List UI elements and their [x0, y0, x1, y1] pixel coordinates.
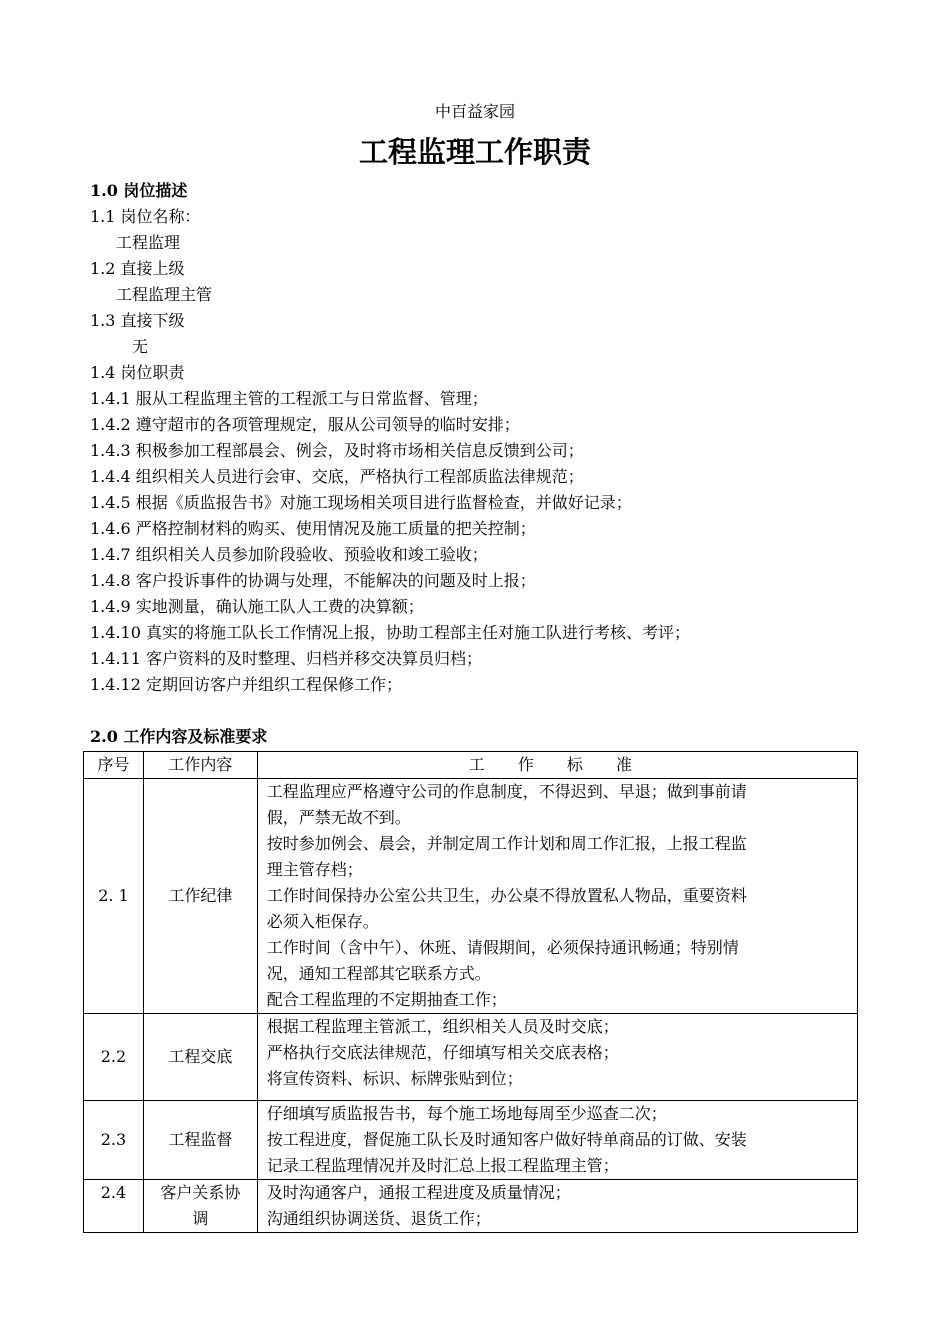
row-content — [143, 1180, 257, 1233]
header-content: 工作内容 — [143, 752, 257, 779]
standard-line: 按时参加例会、晨会，并制定周工作计划和周工作汇报，上报工程监 — [266, 834, 747, 853]
standard-line: 况，通知工程部其它联系方式。 — [266, 964, 491, 983]
duty-line: 1.4.11 客户资料的及时整理、归档并移交决算员归档； — [90, 649, 482, 668]
row-content-line: 客户关系协 — [160, 1183, 241, 1202]
standard-line: 假，严禁无故不到。 — [266, 808, 411, 827]
row-standard — [257, 1180, 857, 1233]
company-name: 中百益家园 — [434, 102, 515, 121]
standard-line: 沟通组织协调送货、退货工作； — [266, 1209, 491, 1228]
row-content: 工程监督 — [143, 1101, 257, 1180]
row-no: 2. 1 — [84, 779, 144, 1014]
row-content-line: 调 — [192, 1209, 209, 1228]
section-1-heading: 1.0 岗位描述 — [90, 181, 188, 200]
text-line: 1.2 直接上级 — [90, 259, 185, 278]
duty-line: 1.4.10 真实的将施工队长工作情况上报，协助工程部主任对施工队进行考核、考评； — [90, 623, 690, 642]
row-no: 2.3 — [84, 1101, 144, 1180]
document-title: 工程监理工作职责 — [358, 135, 591, 169]
duty-line: 1.4.7 组织相关人员参加阶段验收、预验收和竣工验收； — [90, 545, 488, 564]
header-standard: 工 作 标 准 — [257, 752, 857, 779]
duty-line: 1.4.1 服从工程监理主管的工程派工与日常监督、管理； — [90, 389, 488, 408]
duty-line: 1.4.12 定期回访客户并组织工程保修工作； — [90, 675, 402, 694]
table-row — [84, 779, 858, 1014]
work-standards-table — [83, 751, 858, 1233]
table-row — [84, 1014, 858, 1101]
standard-line: 及时沟通客户，通报工程进度及质量情况； — [266, 1183, 571, 1202]
row-standard — [257, 1101, 857, 1180]
duty-line: 1.4.6 严格控制材料的购买、使用情况及施工质量的把关控制； — [90, 519, 536, 538]
standard-line: 严格执行交底法律规范，仔细填写相关交底表格； — [266, 1043, 619, 1062]
header-no: 序号 — [84, 752, 144, 779]
text-line: 1.1 岗位名称： — [90, 207, 201, 226]
table-row — [84, 1101, 858, 1180]
duty-line: 1.4.9 实地测量，确认施工队人工费的决算额； — [90, 597, 424, 616]
row-standard — [257, 779, 857, 1014]
standard-line: 仔细填写质监报告书，每个施工场地每周至少巡查二次； — [266, 1104, 667, 1123]
duty-line: 1.4.4 组织相关人员进行会审、交底，严格执行工程部质监法律规范； — [90, 467, 584, 486]
text-line: 工程监理主管 — [116, 285, 213, 304]
duty-line: 1.4.5 根据《质监报告书》对施工现场相关项目进行监督检查，并做好记录； — [90, 493, 632, 512]
duty-line: 1.4.2 遵守超市的各项管理规定，服从公司领导的临时安排； — [90, 415, 520, 434]
text-line: 工程监理 — [116, 233, 181, 252]
text-line: 无 — [132, 337, 149, 356]
table-row — [84, 1180, 858, 1233]
table-header-row — [84, 752, 858, 779]
standard-line: 配合工程监理的不定期抽查工作； — [266, 990, 507, 1009]
row-no: 2.2 — [84, 1014, 144, 1101]
section-2-heading: 2.0 工作内容及标准要求 — [90, 727, 268, 746]
standard-line: 记录工程监理情况并及时汇总上报工程监理主管； — [266, 1156, 619, 1175]
standard-line: 工作时间保持办公室公共卫生，办公桌不得放置私人物品，重要资料 — [266, 886, 747, 905]
standard-line: 必须入柜保存。 — [266, 912, 379, 931]
standard-line: 工作时间（含中午）、休班、请假期间，必须保持通讯畅通；特别情 — [266, 938, 739, 957]
standard-line: 工程监理应严格遵守公司的作息制度，不得迟到、早退；做到事前请 — [266, 782, 747, 801]
standard-line: 根据工程监理主管派工，组织相关人员及时交底； — [266, 1017, 619, 1036]
text-line: 1.4 岗位职责 — [90, 363, 185, 382]
standard-line: 按工程进度，督促施工队长及时通知客户做好特单商品的订做、安装 — [266, 1130, 747, 1149]
duty-line: 1.4.3 积极参加工程部晨会、例会，及时将市场相关信息反馈到公司； — [90, 441, 584, 460]
row-no: 2.4 — [84, 1180, 144, 1233]
text-line: 1.3 直接下级 — [90, 311, 185, 330]
row-content: 工作纪律 — [143, 779, 257, 1014]
row-standard — [257, 1014, 857, 1101]
row-content: 工程交底 — [143, 1014, 257, 1101]
standard-line: 理主管存档； — [266, 860, 363, 879]
standard-line: 将宣传资料、标识、标牌张贴到位； — [266, 1069, 523, 1088]
duty-line: 1.4.8 客户投诉事件的协调与处理，不能解决的问题及时上报； — [90, 571, 536, 590]
section-1 — [90, 178, 870, 698]
